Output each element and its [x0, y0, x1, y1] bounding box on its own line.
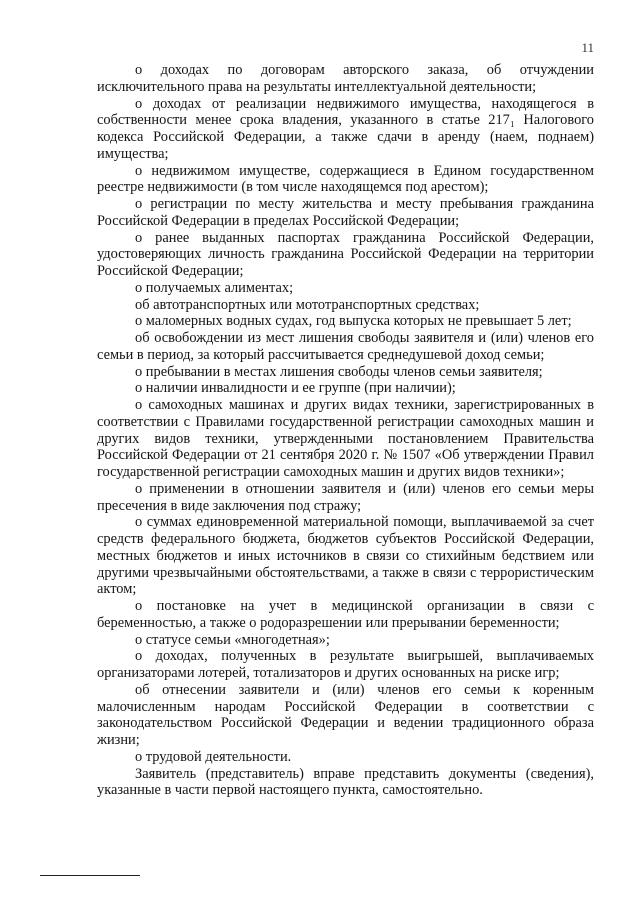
paragraph: Заявитель (представитель) вправе представить документы (сведения), указанные в части первой настоящего пункта, самостоятельно.	[97, 765, 594, 799]
paragraph: о суммах единовременной материальной помощи, выплачиваемой за счет средств федерального бюджета, бюджетов субъектов Российской Федерации, местных бюджетов и иных источников в связи со стихийным бедствием или другими чрезвычайными обстоятельствами, а также в связи с террористическим актом;	[97, 514, 594, 598]
paragraph: о пребывании в местах лишения свободы членов семьи заявителя;	[135, 363, 543, 380]
paragraph: о доходах по договорам авторского заказа, об отчуждении исключительного права на результаты интеллектуальной деятельности;	[97, 62, 594, 95]
paragraph: о доходах, полученных в результате выигрышей, выплачиваемых организаторами лотерей, тотализаторов и других основанных на риске игр;	[97, 648, 594, 681]
document-body	[97, 62, 594, 799]
paragraph: о маломерных водных судах, год выпуска которых не превышает 5 лет;	[135, 313, 572, 330]
paragraph: о наличии инвалидности и ее группе (при наличии);	[135, 380, 456, 397]
paragraph: о регистрации по месту жительства и месту пребывания гражданина Российской Федерации в пределах Российской Федерации;	[97, 196, 594, 229]
page-number: 11	[581, 40, 594, 55]
paragraph: о ранее выданных паспортах гражданина Российской Федерации, удостоверяющих личность гражданина Российской Федерации на территории Российской Федерации;	[97, 229, 594, 279]
paragraph: о получаемых алиментах;	[135, 279, 294, 296]
paragraph: о статусе семьи «многодетная»;	[135, 631, 330, 648]
paragraph: об освобождении из мест лишения свободы заявителя и (или) членов его семьи в период, за который рассчитывается среднедушевой доход семьи;	[97, 330, 594, 363]
paragraph: о самоходных машинах и других видах техники, зарегистрированных в соответствии с Правилами государственной регистрации самоходных машин и других видов техники, утвержденными постановлением Правительства Российской Федерации от 21 сентября 2020 г. № 1507 «Об утверждении Правил государственной регистрации самоходных машин и других видов техники»;	[97, 397, 594, 480]
paragraph: об отнесении заявители и (или) членов его семьи к коренным малочисленным народам Российской Федерации в соответствии с законодательством Российской Федерации и ведении традиционного образа жизни;	[97, 681, 594, 748]
paragraph: о применении в отношении заявителя и (или) членов его семьи меры пресечения в виде заключения под стражу;	[97, 480, 594, 514]
paragraph: о доходах от реализации недвижимого имущества, находящегося в собственности менее срока владения, указанного в статье 217₁ Налогового кодекса Российской Федерации, а также сдачи в аренду (наем, поднаем) имущества;	[97, 95, 594, 162]
paragraph: о трудовой деятельности.	[135, 748, 292, 765]
paragraph: о постановке на учет в медицинской организации в связи с беременностью, а также о родоразрешении или прерывании беременности;	[97, 598, 594, 631]
paragraph: о недвижимом имуществе, содержащиеся в Едином государственном реестре недвижимости (в том числе находящемся под арестом);	[97, 162, 594, 196]
footnote-rule	[40, 875, 140, 876]
paragraph: об автотранспортных или мототранспортных средствах;	[135, 296, 480, 313]
